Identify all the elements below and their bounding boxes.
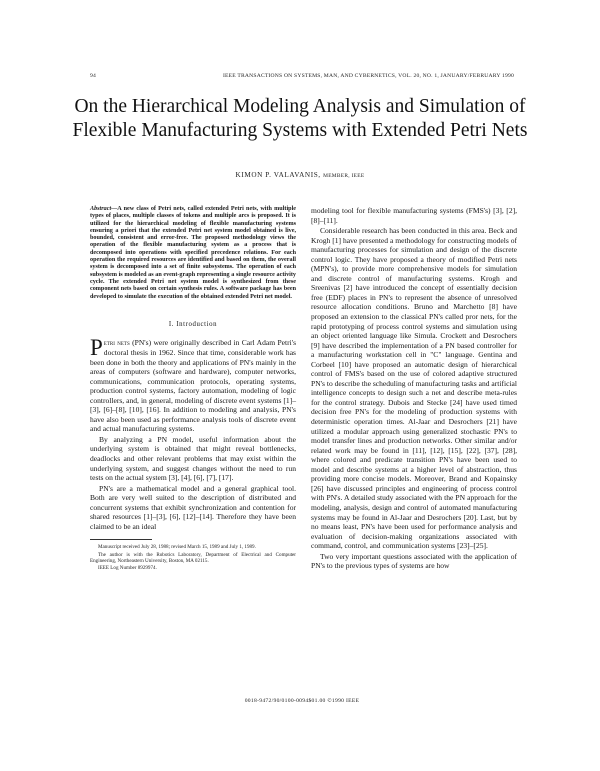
intro-smallcaps: etri nets [103, 338, 130, 348]
abstract-text: —A new class of Petri nets, called extended Petri nets, with multiple types of places, multiple classes of tokens and multiple arcs is proposed. It is utilized for the hierarchical modeling of flexible manufacturing systems ensuring a priori that the extended Petri net system model obtained is live, bounded, consistent and error-free. The proposed methodology views the operation of the flexible manufacturing system as a process that is decomposed into operations with specified precedence relations. For each operation the required resources are identified and based on them, the overall system is decomposed into a set of finite subsystems. The operation of each subsystem is modeled as an event-graph representing a single resource activity cycle. The extended Petri net system model is synthesized from these component nets based on certain synthesis rules. A software package has been developed to simulate the execution of the obtained extended Petri net model. [90, 206, 296, 300]
body-paragraph-1: modeling tool for flexible manufacturing systems (FMS's) [3], [2], [8]–[11]. [311, 206, 517, 225]
intro-paragraph-1 [90, 335, 297, 434]
copyright-footer: 0018-9472/90/0100-0094$01.00 ©1990 IEEE [244, 698, 360, 704]
body-paragraph-3: Two very important questions associated with the application of PN's to the previous types of systems are how [311, 551, 517, 571]
section-heading: I. Introduction [168, 320, 218, 328]
running-head: IEEE TRANSACTIONS ON SYSTEMS, MAN, AND CYBERNETICS, VOL. 20, NO. 1, JANUARY/FEBRUARY 1990 [222, 73, 514, 79]
footnotes [90, 544, 296, 571]
body-paragraph-2: Considerable research has been conducted in this area. Beck and Krogh [1] have presented a methodology for constructing models of manufacturing processes for simulation and design of the discrete control logic. They have proposed a theory of modified Petri nets (MPN's), to provide more comprehensive models for simulation and discrete control of manufacturing systems. Krogh and Sreenivas [2] have introduced the concept of essentially decision free (EDF) places in PN's to represent the absence of unresolved resource allocation conditions. Bruno and Marchetto [8] have proposed an extension to the classical PN's called pror nets, for the rapid prototyping of process control systems and simulation using an object oriented language like Simula. Crockett and Desrochers [9] have described the implementation of a PN based controller for a manufacturing workstation cell in "C" language. Gentina and Corbeel [10] have proposed an automatic design of hierarchical control of FMS's based on the use of colored adaptive structured PN's to describe the scheduling of manufacturing tasks and artificial intelligence concepts to design such a net and describe meta-rules for the control strategy. Dubois and Stecke [24] have used timed decision free PN's for the modeling of production systems with deterministic operation times. Al-Jaar and Desrochers [21] have utilized a modular approach using generalized stochastic PN's to model transfer lines and production networks. Other similar and/or related work may be found in [11], [12], [15], [22], [37], [28], where colored and predicate transition PN's have been used to model and describe systems at a higher level of abstraction, thus providing more concise models. Moreover, Brand and Kopainsky [26] have discussed principles and engineering of process control with PN's. A detailed study associated with the PN approach for the modeling, analysis, design and control of automated manufacturing systems may be found in Al-Jaar and Desrochers [20]. Last, but by no means least, PN's have been used for performance analysis and evaluation of decision-making organizations associated with command, control, and communication systems [23]–[25]. [311, 226, 517, 551]
footnote-manuscript: Manuscript received July 28, 1988; revised March 15, 1989 and July 1, 1989. [98, 544, 256, 551]
footnote-log-number: IEEE Log Number 8929974. [98, 565, 157, 572]
author-membership: MEMBER, IEEE [323, 173, 365, 179]
author-name: KIMON P. VALAVANIS, [235, 171, 321, 179]
intro-paragraph-3: PN's are a mathematical model and a general graphical tool. Both are very well suited to the description of distributed and concurrent systems that exhibit synchronization and contention for shared resources [1]–[3], [6], [12]–[14]. Therefore they have been claimed to be an ideal [90, 483, 296, 531]
right-column [311, 206, 517, 571]
abstract-label: Abstract [90, 206, 112, 212]
intro-paragraph-2: By analyzing a PN model, useful information about the underlying system is obtained that might reveal bottlenecks, deadlocks and other relevant problems that may exist within the underlying system, and suggest changes without the need to run tests on the actual system [3], [4], [6], [7], [17]. [90, 434, 296, 483]
drop-cap: P [90, 335, 103, 361]
footnote-affiliation: The author is with the Robotics Laboratory, Department of Electrical and Computer Engineering, Northeastern University, Boston, MA 02115. [90, 551, 296, 564]
running-header [90, 73, 514, 83]
paper-title: On the Hierarchical Modeling Analysis and Simulation of Flexible Manufacturing Systems with Extended Petri Nets [72, 96, 528, 141]
intro-text: (PN's) were originally described in Carl Adam Petri's doctoral thesis in 1962. Since that time, considerable work has been done in both the theory and applications of PN's mainly in the areas of computers (software and hardware), computer networks, communications, communication protocols, operating systems, production control systems, factory automation, modeling of logic controllers, and, in general, modeling of discrete event systems [1]–[3], [6]–[8], [10], [16]. In addition to modeling and analysis, PN's have also been used as performance analysis tools of discrete event and actual manufacturing systems. [90, 338, 297, 434]
author-line [60, 171, 540, 179]
abstract [90, 206, 296, 301]
page-number: 94 [90, 73, 96, 79]
footnote-rule [90, 539, 152, 540]
left-column [90, 206, 296, 572]
